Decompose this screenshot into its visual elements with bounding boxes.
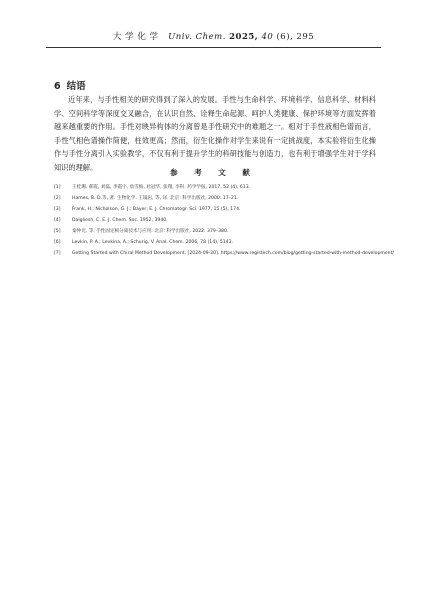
- reference-index: [4]: [54, 218, 61, 223]
- reference-item: [54, 185, 384, 191]
- reference-text: 秦仲光, 等. 手性固定相分离技术与应用. 北京: 科学出版社, 2022: 379–380.: [72, 229, 229, 234]
- reference-index: [2]: [54, 196, 61, 201]
- reference-text: Levkin, P. A.; Levkina, A.; Schurig, V. Anal. Chem. 2006, 78 (14), 5143.: [72, 240, 233, 245]
- journal-name-cn: 大 学 化 学: [112, 32, 159, 42]
- references-heading: 参 考 文 献: [170, 168, 257, 177]
- journal-name-en: Univ. Chem.: [168, 32, 226, 42]
- reference-index: [1]: [54, 185, 61, 190]
- reference-text: Getting Started with Chiral Method Development. [2024-09-20]. https://www.registech.com/blog/getting-started-with-method-development/: [72, 251, 394, 256]
- journal-issue-pages: (6), 295: [276, 32, 315, 42]
- reference-index: [6]: [54, 240, 61, 245]
- reference-text: Dalgliesh, C. E. J. Chem. Soc. 1952, 3940.: [72, 218, 168, 223]
- reference-item: [54, 207, 384, 213]
- reference-list: [54, 185, 394, 262]
- reference-item: [54, 196, 384, 202]
- header-rule: [46, 47, 381, 48]
- reference-item: [54, 240, 384, 246]
- reference-index: [7]: [54, 251, 61, 256]
- journal-volume: 40: [261, 32, 274, 42]
- reference-index: [3]: [54, 207, 61, 212]
- journal-year: 2025,: [229, 32, 259, 42]
- conclusion-paragraph: 近年来，与手性相关的研究得到了深入的发展。手性与生命科学、环境科学、信息科学、材料科学、空间科学等深度交叉融合，在认识自然、诠释生命起源、呵护人类健康、保护环境等方面发挥着越来越重要的作用。手性对映异构体的分离曾是手性研究中的难题之一。相对于手性液相色谱而言，手性气相色谱操作简便，柱效更高；然而，衍生化操作对学生来说有一定挑战度，本实验将衍生化操作与手性分离引入实验教学，不仅有利于提升学生的科研技能与创造力，也有利于增强学生对于学科知识的理解。: [54, 95, 376, 172]
- reference-item: [54, 251, 394, 257]
- reference-index: [5]: [54, 229, 61, 234]
- section-title: 结语: [66, 81, 86, 92]
- reference-text: 王桂珊, 郝霞, 刘磊, 李霞宇, 詹雪梅, 杜冠华, 张翔, 李科. 药学学报, 2017, 52 (4), 613.: [72, 185, 251, 190]
- running-header: [0, 30, 427, 42]
- section-number: 6: [54, 81, 61, 92]
- reference-text: Frank, H.; Nicholson, G. J.; Bayer, E. J. Chromatogr. Sci. 1977, 15 (5), 174.: [72, 207, 241, 212]
- reference-item: [54, 229, 384, 235]
- reference-text: Hames, B. D.等, 著. 生物化学. 王镜岩, 等, 译. 北京: 科学出版社, 2000: 17–21.: [72, 196, 239, 201]
- reference-item: [54, 218, 384, 224]
- section-heading: [54, 78, 86, 92]
